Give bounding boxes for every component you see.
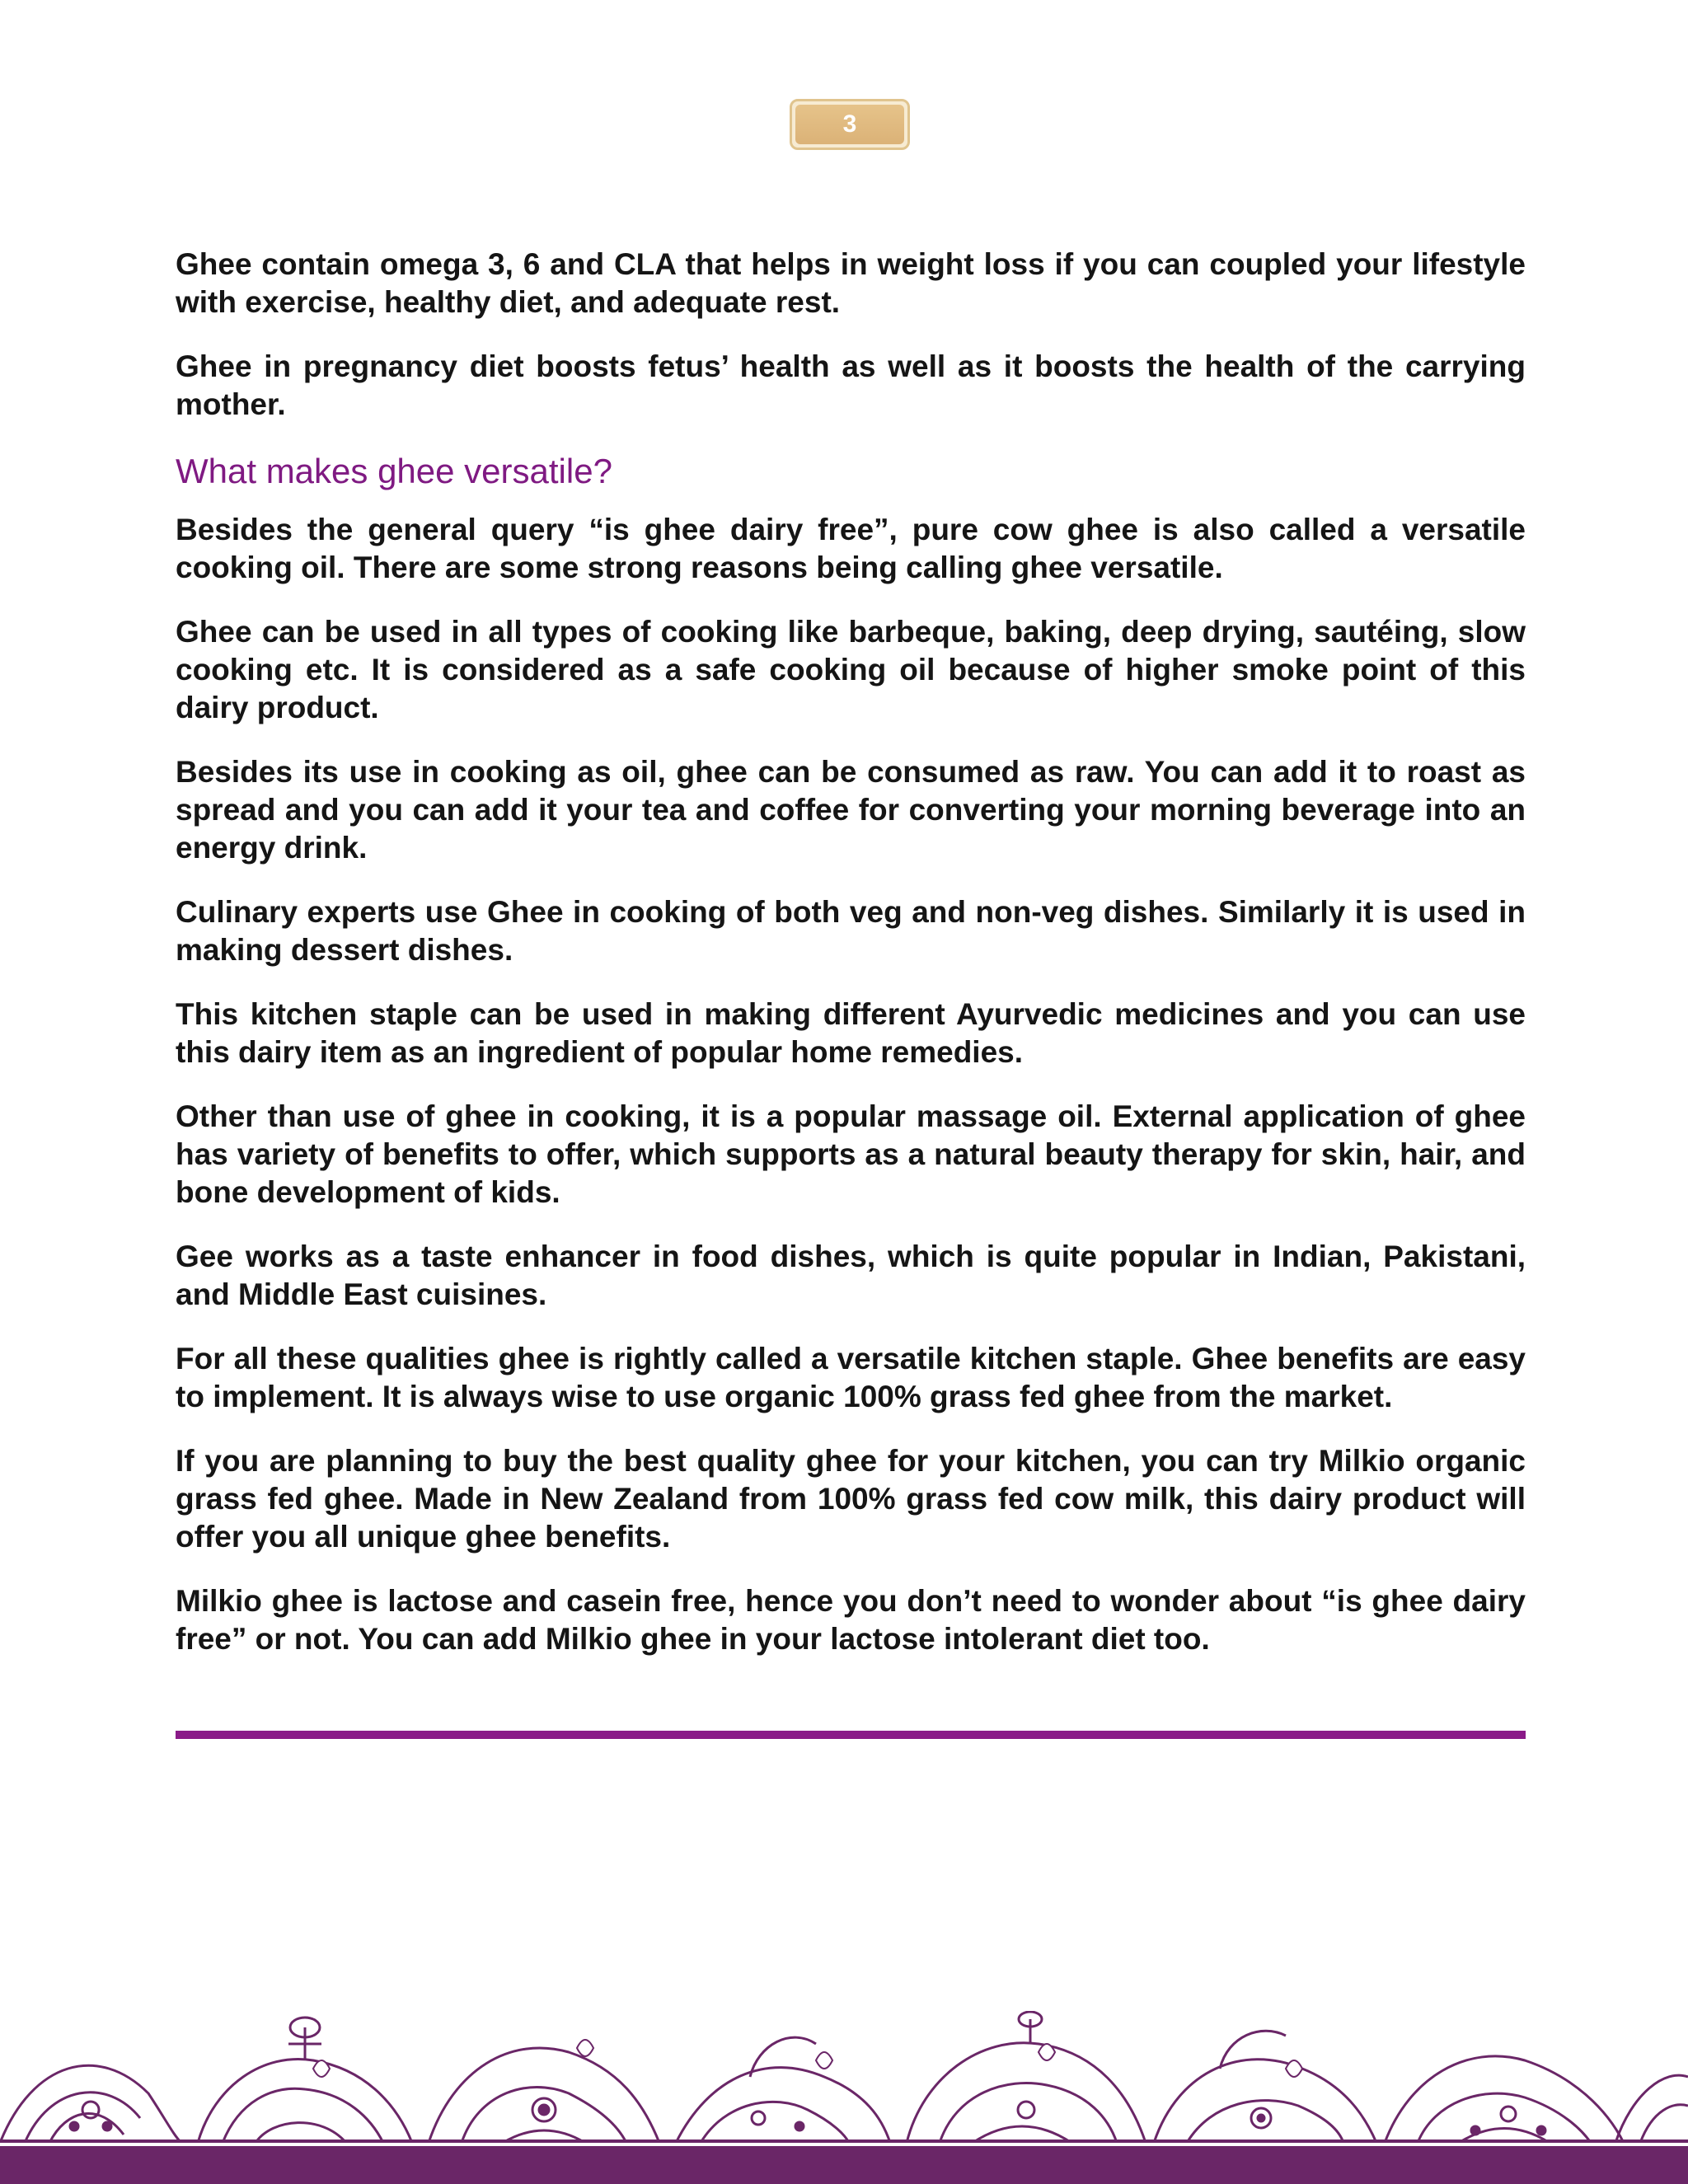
paragraph: For all these qualities ghee is rightly called a versatile kitchen staple. Ghee benefits are easy to implement. It is always wise to use organic 100% grass fed ghee from the market. [176, 1342, 1526, 1413]
paragraph: Gee works as a taste enhancer in food dishes, which is quite popular in Indian, Pakistani, and Middle East cuisines. [176, 1240, 1526, 1311]
paragraph: Other than use of ghee in cooking, it is a popular massage oil. External application of ghee has variety of benefits to offer, which supports as a natural beauty therapy for skin, hair, and bone development of kids. [176, 1099, 1526, 1209]
paragraph: Besides its use in cooking as oil, ghee can be consumed as raw. You can add it to roast as spread and you can add it your tea and coffee for converting your morning beverage into an energy drink. [176, 755, 1526, 865]
paragraph: Culinary experts use Ghee in cooking of both veg and non-veg dishes. Similarly it is used in making dessert dishes. [176, 895, 1526, 967]
paragraph: Ghee can be used in all types of cooking like barbeque, baking, deep drying, sautéing, slow cooking etc. It is considered as a safe cooking oil because of higher smoke point of this dairy product. [176, 615, 1526, 724]
page-number-badge [790, 99, 910, 150]
floral-footer-ornament [0, 2011, 1688, 2143]
section-divider [176, 1731, 1526, 1739]
paragraph: Besides the general query “is ghee dairy free”, pure cow ghee is also called a versatile cooking oil. There are some strong reasons being calling ghee versatile. [176, 513, 1526, 584]
paragraph: This kitchen staple can be used in making different Ayurvedic medicines and you can use this dairy item as an ingredient of popular home remedies. [176, 997, 1526, 1069]
article-body [176, 246, 1526, 1685]
footer-band [0, 2146, 1688, 2184]
footer-thin-line [0, 2139, 1688, 2143]
paragraph: Ghee contain omega 3, 6 and CLA that helps in weight loss if you can coupled your lifestyle with exercise, healthy diet, and adequate rest. [176, 247, 1526, 319]
page-number: 3 [795, 105, 904, 144]
paragraph: Milkio ghee is lactose and casein free, hence you don’t need to wonder about “is ghee dairy free” or not. You can add Milkio ghee in your lactose intolerant diet too. [176, 1584, 1526, 1656]
section-heading: What makes ghee versatile? [176, 452, 612, 490]
paragraph: Ghee in pregnancy diet boosts fetus’ health as well as it boosts the health of the carrying mother. [176, 349, 1526, 421]
paragraph: If you are planning to buy the best quality ghee for your kitchen, you can try Milkio organic grass fed ghee. Made in New Zealand from 100% grass fed cow milk, this dairy product will offer you all unique ghee benefits. [176, 1444, 1526, 1554]
